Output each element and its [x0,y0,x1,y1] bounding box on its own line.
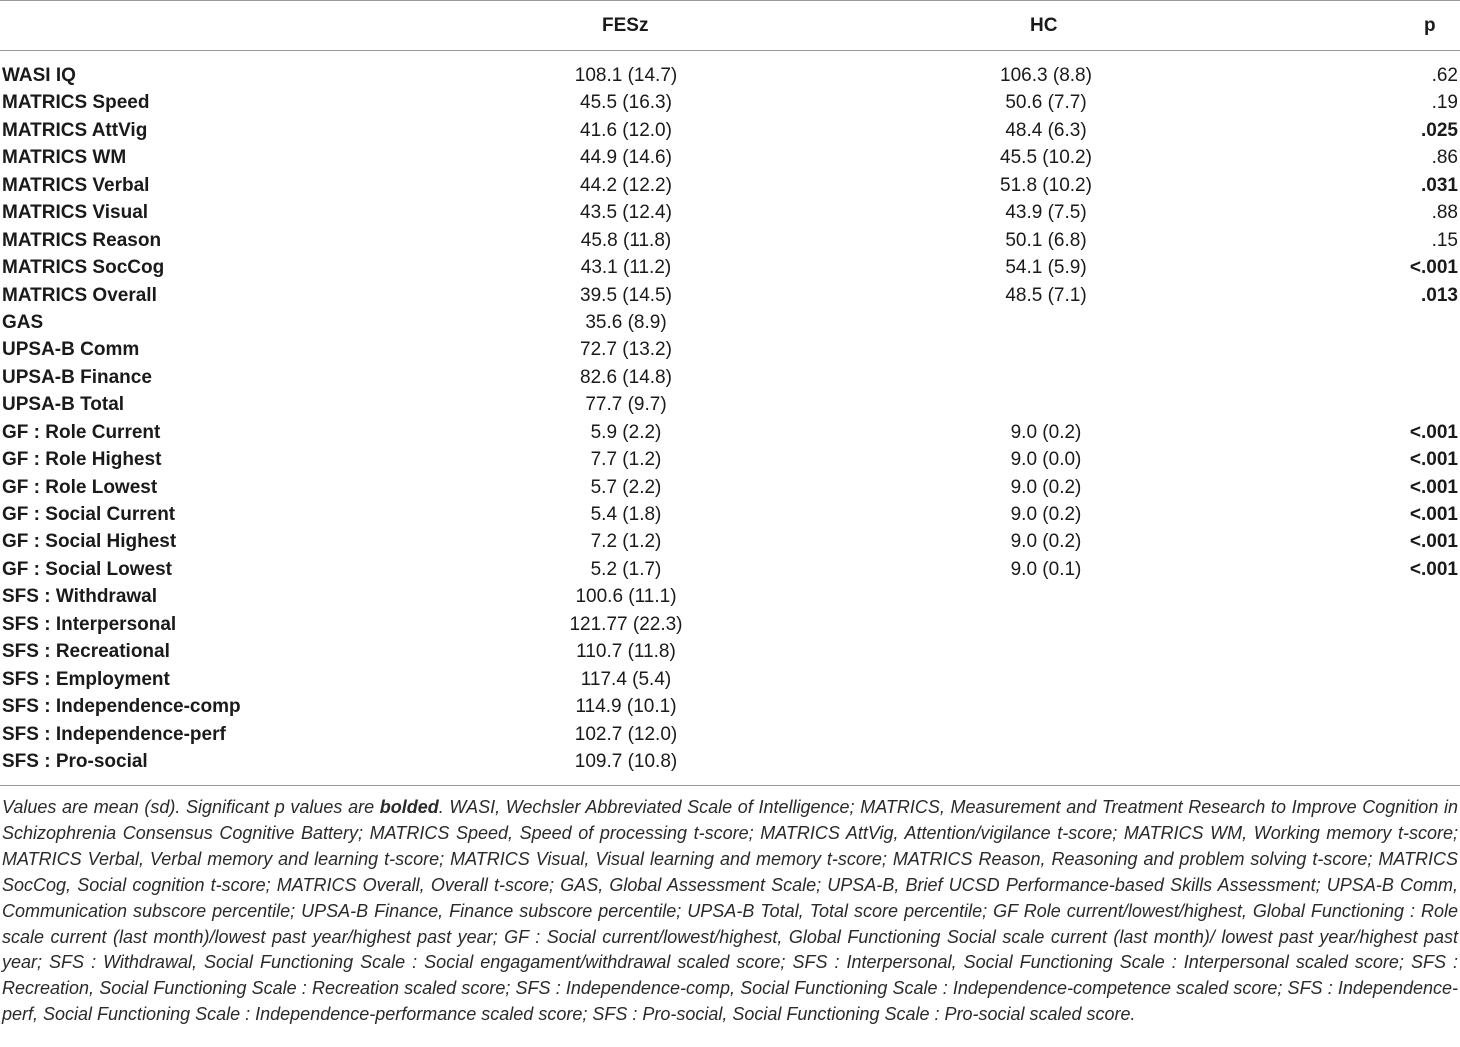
table-row [0,666,1460,693]
footnote-text-rest: . WASI, Wechsler Abbreviated Scale of Intelligence; MATRICS, Measurement and Treatment Research to Improve Cognition in Schizophrenia Consensus Cognitive Battery; MATRICS Speed, Speed of processing t-score; MATRICS AttVig, Attention/vigilance t-score; MATRICS WM, Working memory t-score; MATRICS Verbal, Verbal memory and learning t-score; MATRICS Visual, Visual learning and memory t-score; MATRICS Reason, Reasoning and problem solving t-score; MATRICS SocCog, Social cognition t-score; MATRICS Overall, Overall t-score; GAS, Global Assessment Scale; UPSA-B, Brief UCSD Performance-based Skills Assessment; UPSA-B Comm, Communication subscore percentile; UPSA-B Finance, Finance subscore percentile; UPSA-B Total, Total score percentile; GF Role current/lowest/highest, Global Functioning : Role scale current (last month)/lowest past year/highest past year; GF : Social current/lowest/highest, Global Functioning Social scale current (last month)/ lowest past year/highest past year; SFS : Withdrawal, Social Functioning Scale : Social engagament/withdrawal scaled score; SFS : Interpersonal, Social Functioning Scale : Interpersonal scaled score; SFS : Recreation, Social Functioning Scale : Recreation scaled score; SFS : Independence-comp, Social Functioning Scale : Independence-competence scaled score; SFS : Independence-perf, Social Functioning Scale : Independence-performance scaled score; SFS : Pro-social, Social Functioning Scale : Pro-social scaled score. [2,797,1458,1025]
cell-hc: 51.8 (10.2) [1000,174,1092,196]
cell-fesz: 5.2 (1.7) [590,558,662,580]
row-label: SFS : Recreational [2,641,170,663]
cell-fesz: 41.6 (12.0) [580,119,672,141]
row-label: SFS : Independence-perf [2,723,226,745]
row-label: GF : Social Highest [2,531,177,553]
table-header-rule [0,50,1460,51]
row-label: MATRICS SocCog [2,257,165,279]
cell-fesz: 5.9 (2.2) [590,421,662,443]
table-row [0,336,1460,363]
table-row [0,227,1460,254]
cell-fesz: 72.7 (13.2) [580,339,672,361]
cell-fesz: 7.2 (1.2) [590,531,662,553]
table-row [0,638,1460,665]
table-row [0,528,1460,555]
cell-p-value: .62 [1431,65,1458,86]
row-label: UPSA-B Finance [2,366,152,388]
cell-p-value: .013 [1421,284,1458,306]
cell-fesz: 7.7 (1.2) [590,449,662,471]
cell-fesz: 117.4 (5.4) [580,668,672,690]
cell-fesz: 5.7 (2.2) [590,476,662,498]
table-row [0,62,1460,89]
cell-fesz: 100.6 (11.1) [575,586,677,608]
table-row [0,144,1460,171]
row-label: UPSA-B Total [2,394,125,416]
cell-p-value: <.001 [1409,558,1458,580]
cell-hc: 50.1 (6.8) [1005,229,1087,251]
cell-p-value: .15 [1431,229,1458,251]
row-label: MATRICS AttVig [2,119,148,141]
row-label: GF : Role Lowest [2,476,158,498]
table-row [0,89,1460,116]
table-row [0,419,1460,446]
table-row [0,748,1460,775]
column-header-fesz: FESz [602,15,649,36]
table-header-row [0,0,1460,50]
cell-fesz: 121.77 (22.3) [569,613,683,635]
cell-p-value: .19 [1431,92,1458,114]
cell-hc: 48.5 (7.1) [1005,284,1087,306]
cell-p-value: <.001 [1409,449,1458,471]
row-label: UPSA-B Comm [2,339,140,361]
table-row [0,583,1460,610]
cell-p-value: <.001 [1409,476,1458,498]
cell-fesz: 82.6 (14.8) [580,366,672,388]
cell-fesz: 77.7 (9.7) [585,394,667,416]
cell-hc: 9.0 (0.2) [1010,476,1082,498]
cell-hc: 9.0 (0.2) [1010,531,1082,553]
table-footnote [2,795,1458,1028]
row-label: MATRICS Overall [2,284,157,306]
cell-fesz: 44.2 (12.2) [580,174,672,196]
row-label: GF : Role Current [2,421,161,443]
cell-hc: 45.5 (10.2) [1000,147,1092,169]
cell-fesz: 109.7 (10.8) [574,750,678,772]
cell-hc: 9.0 (0.2) [1010,504,1082,525]
table-row [0,556,1460,583]
column-header-hc: HC [1030,15,1058,36]
cell-fesz: 43.1 (11.2) [580,257,672,279]
cell-fesz: 43.5 (12.4) [580,202,672,224]
row-label: GF : Role Highest [2,449,162,471]
row-label: SFS : Employment [2,668,170,690]
cell-hc: 9.0 (0.0) [1010,449,1082,471]
row-label: MATRICS WM [2,147,127,169]
cell-p-value: .86 [1431,147,1458,169]
table-row [0,117,1460,144]
table-row [0,172,1460,199]
cell-hc: 43.9 (7.5) [1005,202,1087,224]
cell-fesz: 102.7 (12.0) [574,723,678,745]
row-label: SFS : Interpersonal [2,613,177,635]
cell-fesz: 45.8 (11.8) [580,229,672,251]
cell-fesz: 110.7 (11.8) [576,641,676,663]
table-row [0,693,1460,720]
cell-hc: 106.3 (8.8) [1000,65,1092,86]
cell-fesz: 35.6 (8.9) [585,311,667,333]
row-label: GF : Social Lowest [2,558,172,580]
cell-hc: 50.6 (7.7) [1005,92,1087,114]
table-row [0,391,1460,418]
row-label: MATRICS Speed [2,92,150,114]
cell-hc: 54.1 (5.9) [1005,257,1087,279]
table-row [0,446,1460,473]
table-bottom-rule [0,785,1460,786]
cell-p-value: <.001 [1409,531,1458,553]
cell-p-value: .031 [1421,174,1458,196]
footnote-bold-word: bolded [379,797,439,817]
table-row [0,254,1460,281]
cell-p-value: <.001 [1409,257,1458,279]
cell-hc: 48.4 (6.3) [1005,119,1087,141]
footnote-text-start: Values are mean (sd). Significant p values are [2,797,380,817]
cell-fesz: 45.5 (16.3) [580,92,672,114]
row-label: MATRICS Reason [2,229,162,251]
table-row [0,282,1460,309]
table-row [0,364,1460,391]
row-label: MATRICS Visual [2,202,149,224]
row-label: GAS [2,311,44,333]
cell-p-value: .025 [1421,119,1458,141]
cell-hc: 9.0 (0.2) [1010,421,1082,443]
table-row [0,309,1460,336]
cell-fesz: 5.4 (1.8) [590,504,662,525]
table-row [0,611,1460,638]
table-row [0,501,1460,528]
table-row [0,474,1460,501]
cell-fesz: 44.9 (14.6) [580,147,672,169]
row-label: SFS : Independence-comp [2,696,241,718]
row-label: SFS : Pro-social [2,750,148,772]
row-label: SFS : Withdrawal [2,586,158,608]
cell-fesz: 114.9 (10.1) [575,696,677,718]
cell-fesz: 108.1 (14.7) [574,65,678,86]
cell-p-value: .88 [1431,202,1458,224]
cell-p-value: <.001 [1409,504,1458,525]
row-label: GF : Social Current [2,504,176,525]
row-label: WASI IQ [2,65,76,86]
column-header-p: p [1424,15,1436,36]
row-label: MATRICS Verbal [2,174,150,196]
table-row [0,199,1460,226]
cell-fesz: 39.5 (14.5) [580,284,672,306]
cell-hc: 9.0 (0.1) [1010,558,1082,580]
table-body [0,62,1460,775]
table-row [0,721,1460,748]
cell-p-value: <.001 [1409,421,1458,443]
